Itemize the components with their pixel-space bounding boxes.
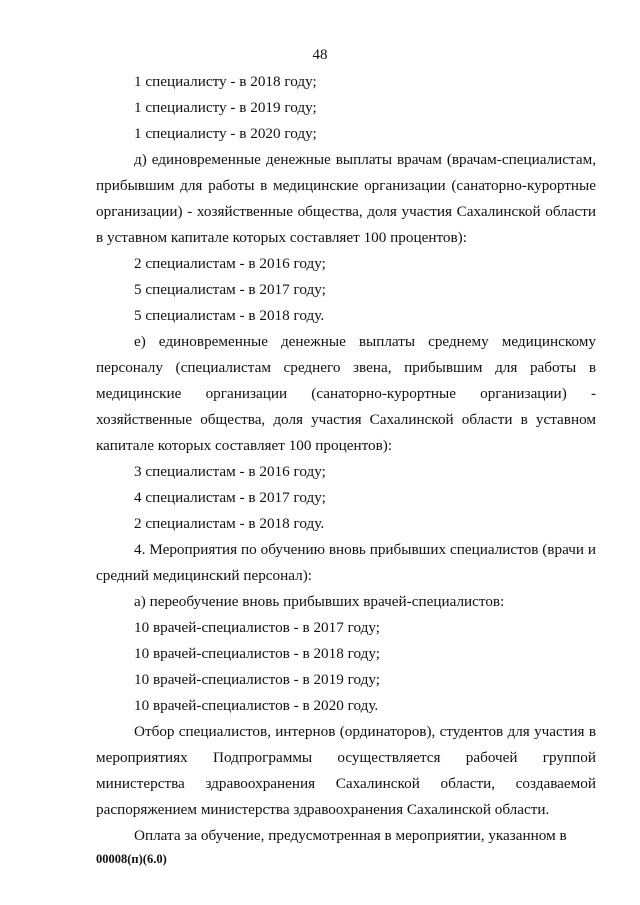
- list-item: 3 специалистам - в 2016 году;: [134, 463, 326, 480]
- paragraph: 4. Мероприятия по обучению вновь прибывших специалистов (врачи и средний медицинский персонал):: [96, 541, 596, 584]
- list-item: 10 врачей-специалистов - в 2019 году;: [134, 671, 380, 688]
- list-item: а) переобучение вновь прибывших врачей-специалистов:: [134, 593, 505, 610]
- document-code: 00008(п)(6.0): [96, 852, 167, 866]
- list-item: 1 специалисту - в 2020 году;: [134, 125, 317, 142]
- list-item: 10 врачей-специалистов - в 2020 году.: [134, 697, 379, 714]
- list-item: 1 специалисту - в 2019 году;: [134, 99, 317, 116]
- paragraph: Оплата за обучение, предусмотренная в мероприятии, указанном в: [134, 827, 567, 844]
- paragraph: д) единовременные денежные выплаты врачам (врачам-специалистам, прибывшим для работы в медицинские организации (санаторно-курортные организации) - хозяйственные общества, доля участия Сахалинской области в уставном капитале которых составляет 100 процентов):: [96, 151, 596, 246]
- list-item: 10 врачей-специалистов - в 2017 году;: [134, 619, 380, 636]
- paragraph: Отбор специалистов, интернов (ординаторов), студентов для участия в мероприятиях Подпрограммы осуществляется рабочей группой министерства здравоохранения Сахалинской области, создаваемой распоряжением министерства здравоохранения Сахалинской области.: [96, 723, 596, 818]
- list-item: 5 специалистам - в 2018 году.: [134, 307, 325, 324]
- list-item: 1 специалисту - в 2018 году;: [134, 73, 317, 90]
- paragraph: е) единовременные денежные выплаты среднему медицинскому персоналу (специалистам среднего звена, прибывшим для работы в медицинские организации (санаторно-курортные организации) - хозяйственные общества, доля участия Сахалинской области в уставном капитале которых составляет 100 процентов):: [96, 333, 596, 454]
- list-item: 2 специалистам - в 2016 году;: [134, 255, 326, 272]
- list-item: 4 специалистам - в 2017 году;: [134, 489, 326, 506]
- list-item: 5 специалистам - в 2017 году;: [134, 281, 326, 298]
- page-number: 48: [312, 47, 328, 63]
- document-body: [96, 69, 596, 849]
- list-item: 10 врачей-специалистов - в 2018 году;: [134, 645, 380, 662]
- list-item: 2 специалистам - в 2018 году.: [134, 515, 325, 532]
